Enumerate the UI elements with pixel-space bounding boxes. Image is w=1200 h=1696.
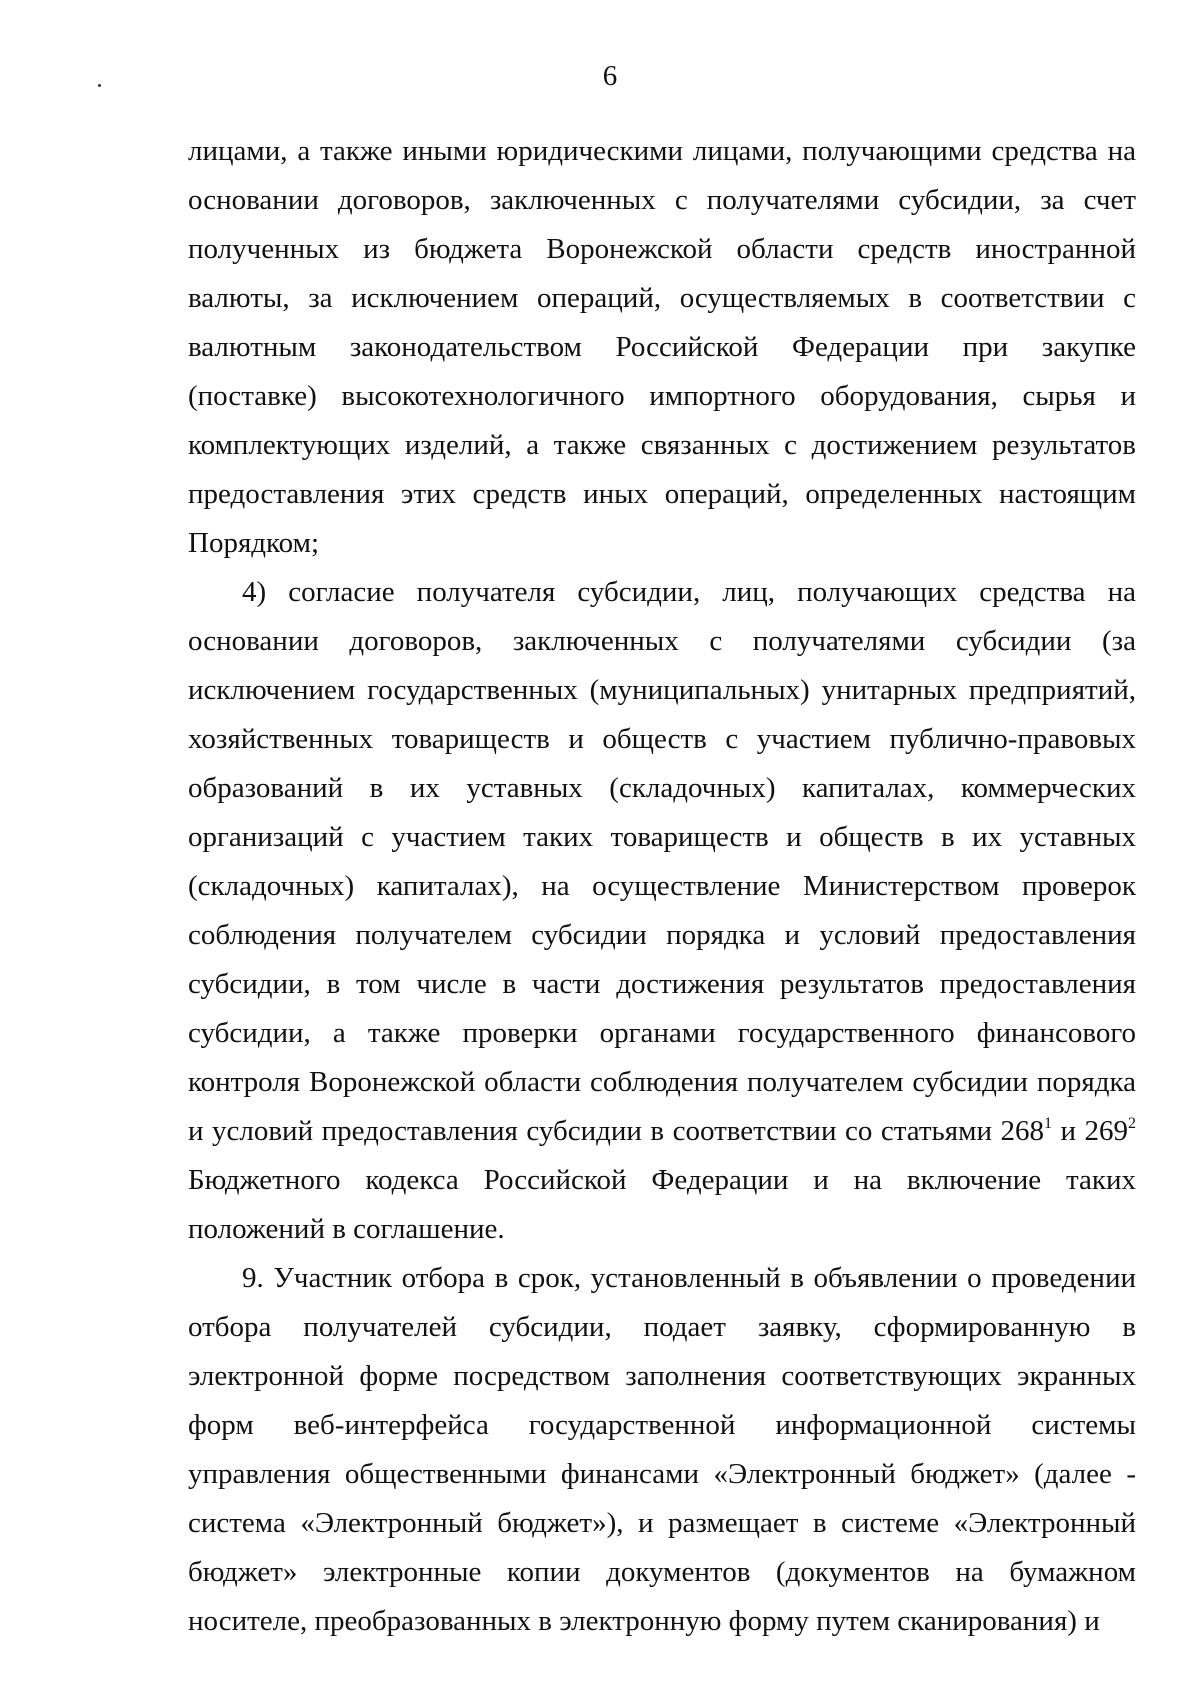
superscript-2: 2	[1128, 1115, 1137, 1132]
page-number: 6	[602, 60, 618, 92]
paragraph-item-4-text: 4) согласие получателя субсидии, лиц, получающих средства на основании договоров, заключенных с получателями субсидии (за исключением государственных (муниципальных) унитарных предприятий, хозяйственных товариществ и обществ с участием публично-правовых образований в их уставных (складочных) капиталах, коммерческих организаций с участием таких товариществ и обществ в их уставных (складочных) капиталах), на осуществление Министерством проверок соблюдения получателем субсидии порядка и условий предоставления субсидии, в том числе в части достижения результатов предоставления субсидии, а также проверки органами государственного финансового контроля Воронежской области соблюдения получателем субсидии порядка и условий предоставления субсидии в соответствии со статьями 268	[188, 576, 1136, 1147]
document-body	[188, 127, 1136, 1646]
paragraph-item-4	[188, 568, 1136, 1254]
paragraph-item-4-mid: и 269	[1051, 1115, 1129, 1147]
paragraph-continuation: лицами, а также иными юридическими лицами, получающими средства на основании договоров, заключенных с получателями субсидии, за счет полученных из бюджета Воронежской области средств иностранной валюты, за исключением операций, осуществляемых в соответствии с валютным законодательством Российской Федерации при закупке (поставке) высокотехнологичного импортного оборудования, сырья и комплектующих изделий, а также связанных с достижением результатов предоставления этих средств иных операций, определенных настоящим Порядком;	[188, 135, 1136, 559]
paragraph-section-9: 9. Участник отбора в срок, установленный в объявлении о проведении отбора получателей субсидии, подает заявку, сформированную в электронной форме посредством заполнения соответствующих экранных форм веб-интерфейса государственной информационной системы управления общественными финансами «Электронный бюджет» (далее - система «Электронный бюджет»), и размещает в системе «Электронный бюджет» электронные копии документов (документов на бумажном носителе, преобразованных в электронную форму путем сканирования) и	[188, 1262, 1136, 1637]
paragraph-item-4-tail: Бюджетного кодекса Российской Федерации и на включение таких положений в соглашение.	[188, 1164, 1136, 1245]
superscript-1: 1	[1043, 1115, 1052, 1132]
